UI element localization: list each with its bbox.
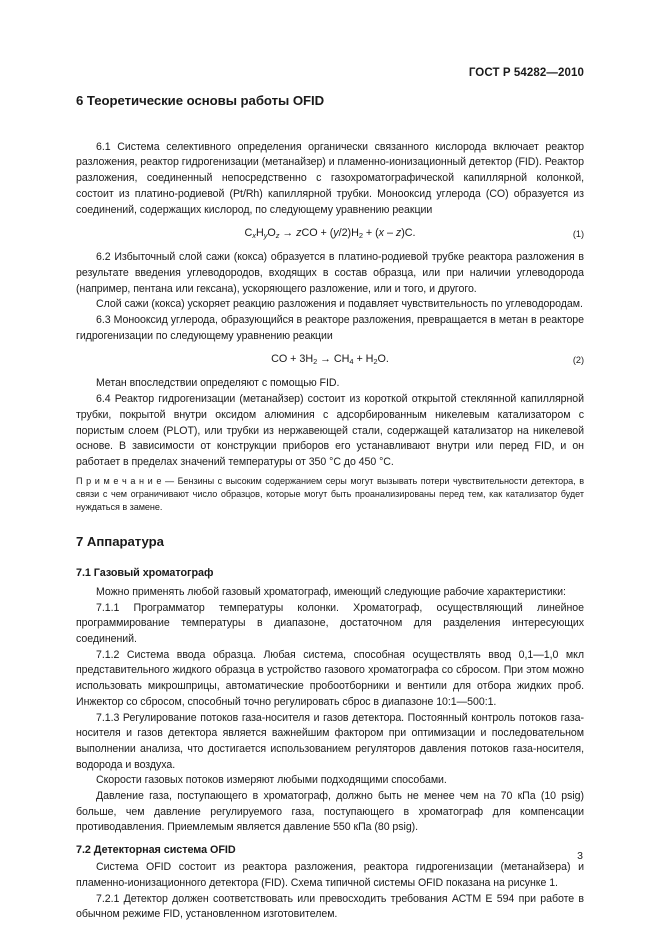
paragraph-6-1 [76,124,584,218]
paragraph-7-1-intro: Можно применять любой газовый хроматограф, имеющий следующие рабочие характеристики: [96,585,566,598]
paragraph-6-3: 6.3 Монооксид углерода, образующийся в реакторе разложения, превращается в метан в реакторе гидрогенизации по следующему уравнению реакции [76,314,584,342]
subsection-7-2-title: 7.2 Детекторная система OFID [76,844,236,857]
section-6-title: 6 Теоретические основы работы OFID [76,93,325,108]
equation-2 [76,350,584,372]
note-text: — Бензины с высоким содержанием серы могут вызывать потери чувствительности детектора, в связи с чем ограничивают число образцов, которые могут быть проанализированы перед тем, как катализатор будет нуждаться в замене. [76,475,584,513]
paragraph-6-3-continued: Метан впоследствии определяют с помощью FID. [96,377,340,390]
paragraph-6-4: 6.4 Реактор гидрогенизации (метанайзер) состоит из короткой открытой стеклянной капиллярной трубки, покрытой внутри оксидом алюминия с адсорбированным никелевым катализатором с пористым слоем (PLOT), или трубки из нержавеющей стали, содержащей катализатор на никелевой основе. В зависимости от конструкции приборов его устанавливают внутри или перед FID, и он работает в пределах значений температуры от 350 °C до 450 °C. [76,393,584,468]
paragraph-7-1-3: 7.1.3 Регулирование потоков газа-носителя и газов детектора. Постоянный контроль потоков газа-носителя и газов детектора является важнейшим фактором при оптимизации и последовательном выполнении анализа, что достигается использованием регуляторов давления потоков газа-носителя, водорода и воздуха. [76,711,584,771]
section-7-title: 7 Аппаратура [76,533,164,549]
paragraph-6-2-continued: Слой сажи (кокса) ускоряет реакцию разложения и подавляет чувствительность по углеводородам. [96,298,583,311]
paragraph-6-2: 6.2 Избыточный слой сажи (кокса) образуется в платино-родиевой трубке реактора разложения в результате введения углеводородов, входящих в состав образца, или при наличии углеводорода (например, пентана или гексана), ускоряющего разложение, или и того, и другого. [76,251,584,295]
equation-1-number: (1) [572,229,584,240]
page-number: 3 [577,850,583,862]
paragraph-7-1-1: 7.1.1 Программатор температуры колонки. Хроматограф, осуществляющий линейное программирование температуры в диапазоне, достаточном для разделения интересующих соединений. [76,601,584,645]
paragraph-7-2-1: 7.2.1 Детектор должен соответствовать или превосходить требования АСТМ Е 594 при работе в обычном режиме FID, установленном изготовителем. [76,892,584,921]
document-code-header: ГОСТ Р 54282—2010 [468,67,584,79]
page-content [76,92,584,923]
note-label: П р и м е ч а н и е [76,475,162,486]
paragraph-7-1-3-flow: Скорости газовых потоков измеряют любыми подходящими способами. [96,774,447,787]
paragraph-7-1-2: 7.1.2 Система ввода образца. Любая система, способная осуществлять ввод 0,1—1,0 мкл представительного жидкого образца в устройство газового хроматографа со сбросом. При этом можно использовать микрошприцы, автоматические пробоотборники и вентили для отбора жидких проб. Инжектор со сбросом, способный точно регулировать сброс в диапазоне 10:1—500:1. [76,648,584,708]
subsection-7-1-title: 7.1 Газовый хроматограф [76,566,214,579]
paragraph-7-1-3-pressure: Давление газа, поступающего в хроматограф, должно быть не менее чем на 70 кПа (10 psig) больше, чем давление регулируемого газа, поступающего в хроматограф для компенсации противодавления. Приемлемым является давление 550 кПа (80 psig). [76,790,584,834]
equation-1 [76,224,584,246]
note [76,475,584,515]
paragraph-7-2: Система OFID состоит из реактора разложения, реактора гидрогенизации (метанайзера) и пламенно-ионизационного детектора (FID). Схема типичной системы OFID показана на рисунке 1. [76,861,584,889]
equation-1-formula: $C_xH_yO_z$ → zCO + $(y/2)H_2 + (x - z)C$. [244,227,416,241]
equation-2-formula: CO + $3H_2 \to CH_4 + H_2O$. [271,353,389,367]
paragraph-6-1-text: 6.1 Система селективного определения органически связанного кислорода включает реактор разложения, реактор гидрогенизации (метанайзер) и пламенно-ионизационный детектор (FID). Реактор разложения, соединенный непосредственно с газохроматографической капиллярной колонкой, состоит из платино-родиевой (Pt/Rh) капиллярной трубки. Монооксид углерода (CO) образуется из соединений, содержащих кислород, по следующему уравнению реакции [76,140,584,216]
equation-2-number: (2) [572,355,584,366]
